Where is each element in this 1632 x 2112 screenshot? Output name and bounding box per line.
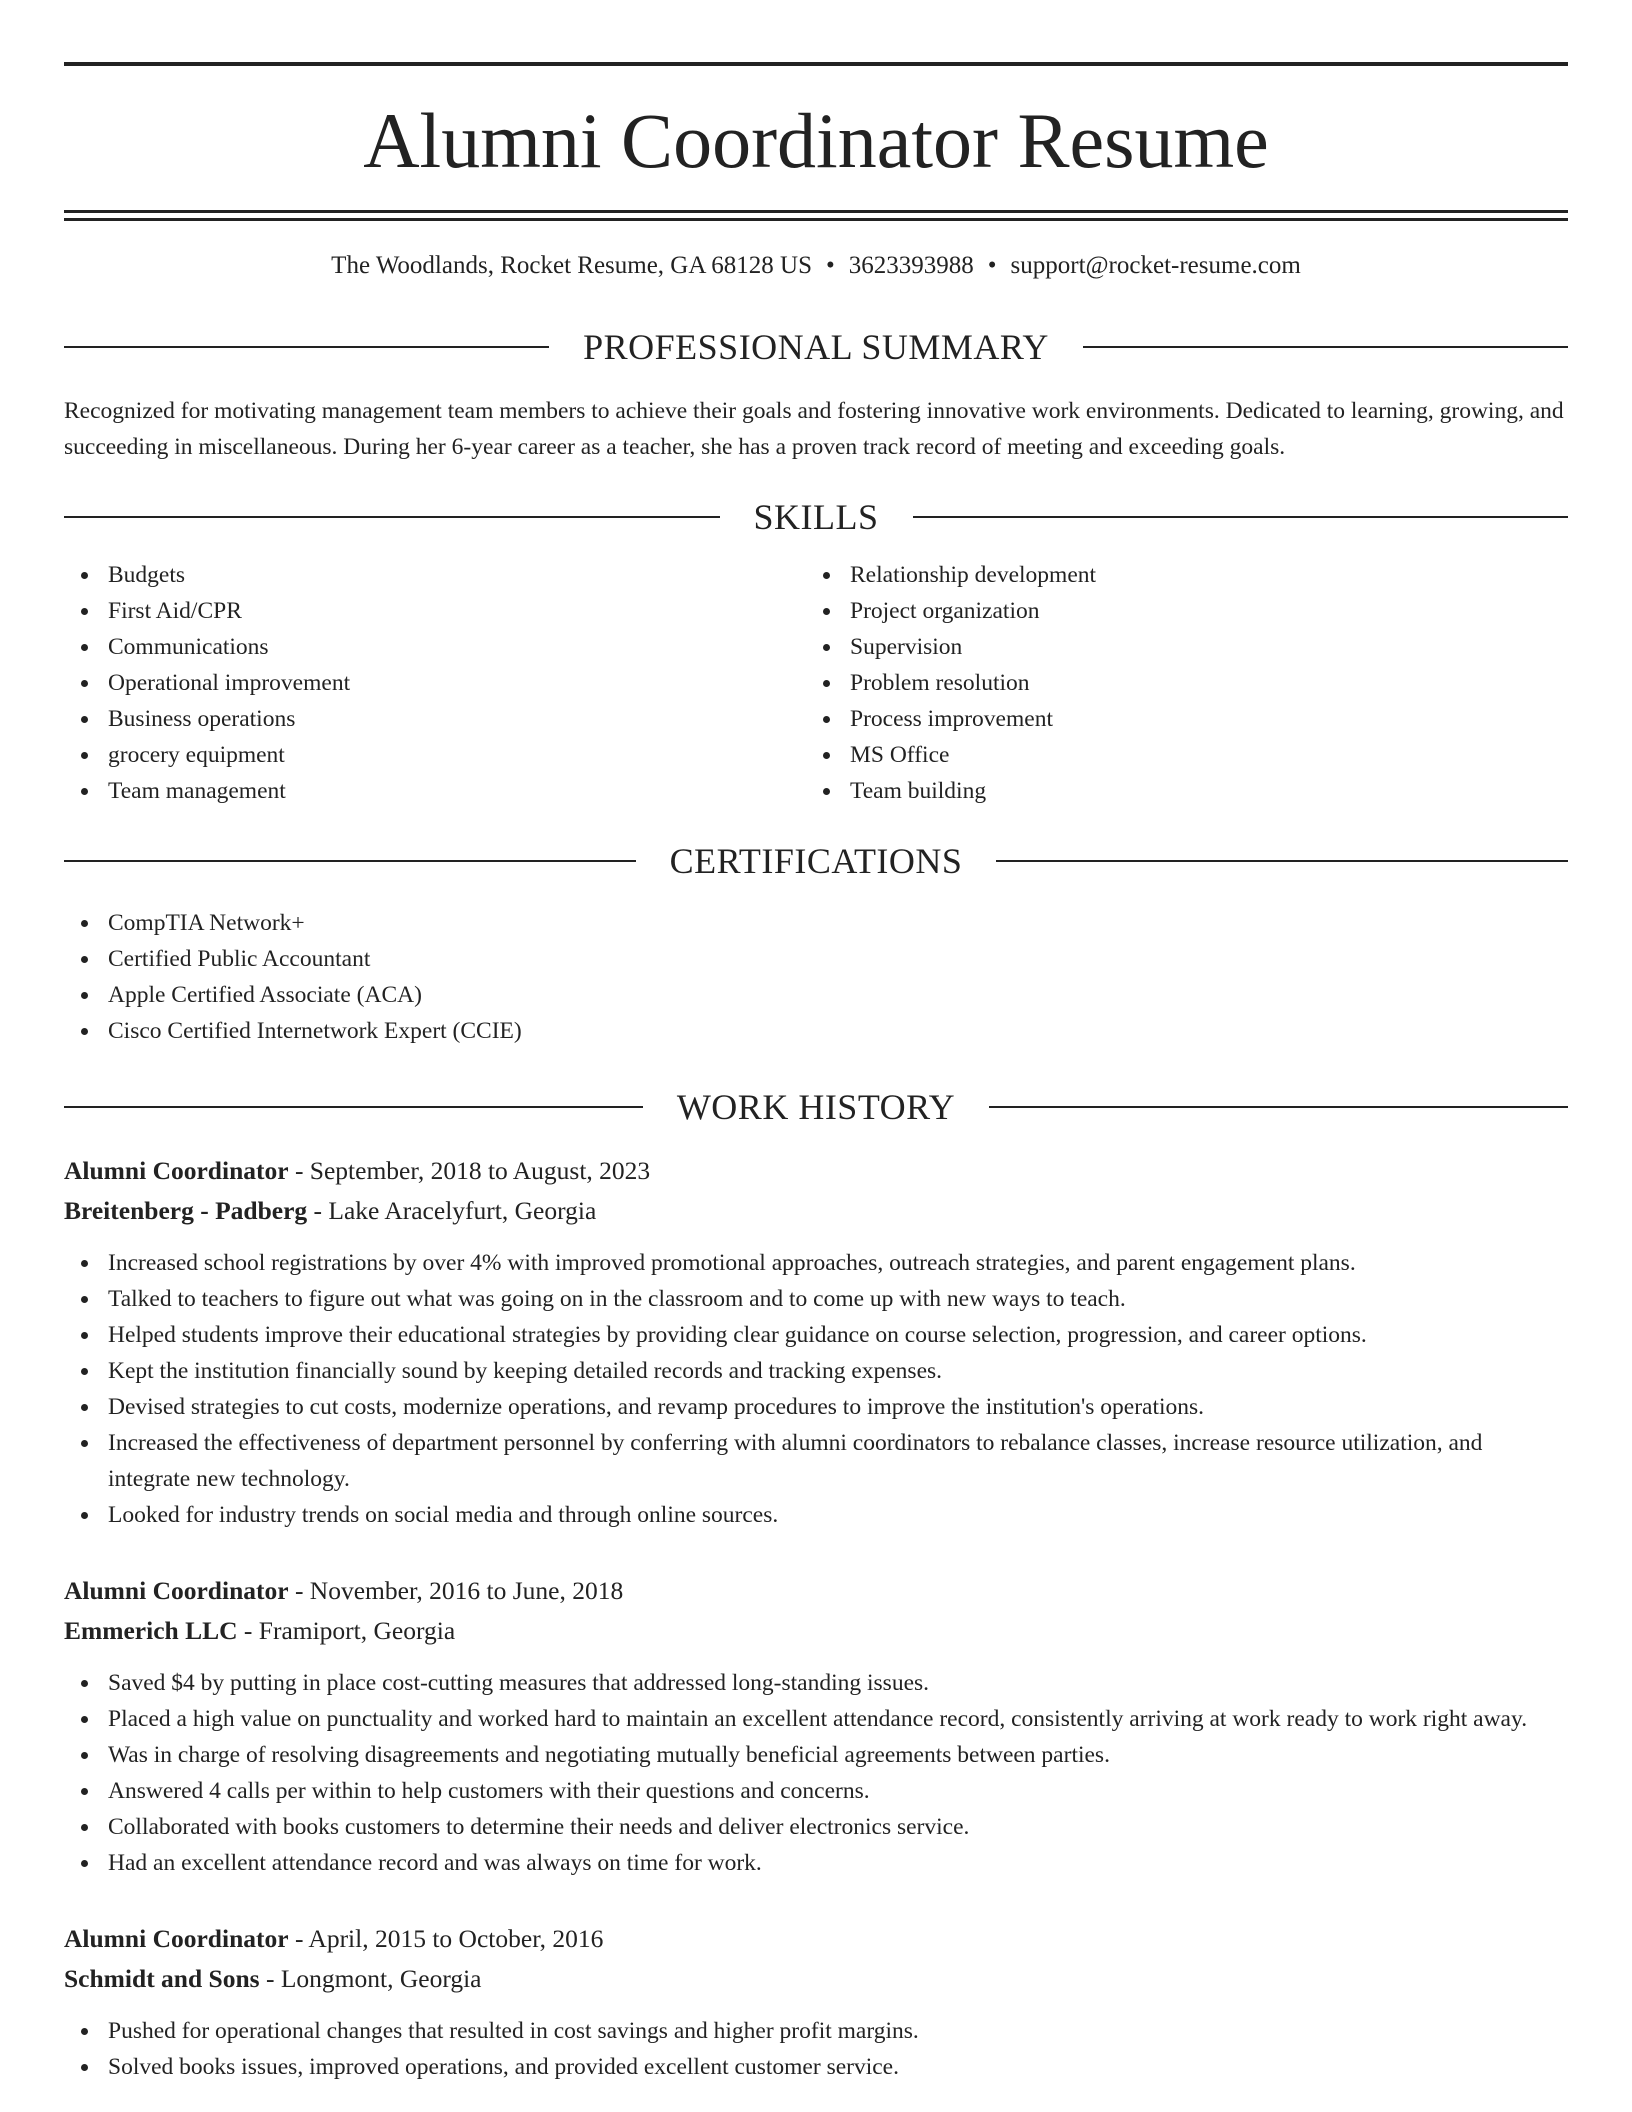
summary-text: Recognized for motivating management team members to achieve their goals and fostering innovative work environments. Dedicated to learning, growing, and succeeding in miscellaneous. During her 6-year career as a teacher, she has a proven track record of meeting and exceeding goals. <box>64 398 1564 460</box>
resume-page <box>64 62 1568 2085</box>
job-bullet: Pushed for operational changes that resulted in cost savings and higher profit margins. <box>64 2013 1568 2049</box>
contact-line <box>64 251 1568 281</box>
skill-item: Communications <box>64 629 806 665</box>
skill-item: Operational improvement <box>64 665 806 701</box>
certifications-list <box>64 905 1568 1049</box>
section-label: WORK HISTORY <box>676 1087 956 1127</box>
job-dates: - November, 2016 to June, 2018 <box>288 1576 624 1605</box>
heading-rule <box>64 860 636 862</box>
job-bullet: Had an excellent attendance record and was always on time for work. <box>64 1845 1568 1881</box>
job-company: Breitenberg - Padberg <box>64 1196 308 1225</box>
job-entry <box>64 1151 1568 1533</box>
job-title: Alumni Coordinator <box>64 1576 289 1605</box>
section-label: CERTIFICATIONS <box>669 841 963 881</box>
section-label: PROFESSIONAL SUMMARY <box>583 327 1049 367</box>
job-bullets <box>64 2013 1568 2085</box>
contact-separator: • <box>987 252 997 279</box>
job-bullet: Looked for industry trends on social media and through online sources. <box>64 1497 1568 1533</box>
section-heading-summary <box>64 329 1568 365</box>
certification-item: Cisco Certified Internetwork Expert (CCIE) <box>64 1013 1568 1049</box>
heading-rule <box>989 1106 1568 1108</box>
top-rule <box>64 62 1568 66</box>
job-bullet: Kept the institution financially sound by keeping detailed records and tracking expenses. <box>64 1353 1568 1389</box>
skill-item: First Aid/CPR <box>64 593 806 629</box>
job-location: - Longmont, Georgia <box>259 1964 482 1993</box>
skill-item: grocery equipment <box>64 737 806 773</box>
skill-item: Problem resolution <box>806 665 1568 701</box>
skill-item: Supervision <box>806 629 1568 665</box>
resume-title: Alumni Coordinator Resume <box>363 97 1269 184</box>
job-bullet: Placed a high value on punctuality and worked hard to maintain an excellent attendance record, consistently arriving at work ready to work right away. <box>64 1701 1568 1737</box>
skill-item: Team management <box>64 773 806 809</box>
section-label: SKILLS <box>753 497 879 537</box>
job-dates: - September, 2018 to August, 2023 <box>288 1156 651 1185</box>
job-company-line <box>64 1191 1568 1231</box>
work-history-list <box>64 1151 1568 2085</box>
job-title-line <box>64 1151 1568 1191</box>
job-title: Alumni Coordinator <box>64 1924 289 1953</box>
heading-rule <box>64 516 720 518</box>
contact-separator: • <box>826 252 835 279</box>
certification-item: Apple Certified Associate (ACA) <box>64 977 1568 1013</box>
job-bullet: Was in charge of resolving disagreements and negotiating mutually beneficial agreements between parties. <box>64 1737 1568 1773</box>
section-heading-work-history <box>64 1089 1568 1125</box>
job-bullet: Answered 4 calls per within to help customers with their questions and concerns. <box>64 1773 1568 1809</box>
heading-rule <box>1083 346 1568 348</box>
job-bullets <box>64 1245 1568 1533</box>
contact-address: The Woodlands, Rocket Resume, GA 68128 US <box>331 252 812 279</box>
job-bullet: Helped students improve their educational strategies by providing clear guidance on course selection, progression, and career options. <box>64 1317 1568 1353</box>
job-bullet: Increased school registrations by over 4% with improved promotional approaches, outreach strategies, and parent engagement plans. <box>64 1245 1568 1281</box>
section-heading-skills <box>64 499 1568 535</box>
job-company: Schmidt and Sons <box>64 1964 260 1993</box>
skill-item: MS Office <box>806 737 1568 773</box>
heading-rule <box>64 346 549 348</box>
skills-list-left <box>64 557 806 809</box>
heading-rule <box>996 860 1568 862</box>
job-title-line <box>64 1919 1568 1959</box>
job-location: - Lake Aracelyfurt, Georgia <box>307 1196 597 1225</box>
skill-item: Relationship development <box>806 557 1568 593</box>
skill-item: Budgets <box>64 557 806 593</box>
job-bullet: Devised strategies to cut costs, modernize operations, and revamp procedures to improve the institution's operations. <box>64 1389 1568 1425</box>
job-bullets <box>64 1665 1568 1881</box>
job-title: Alumni Coordinator <box>64 1156 289 1185</box>
skills-list-right <box>806 557 1568 809</box>
job-entry <box>64 1571 1568 1881</box>
job-dates: - April, 2015 to October, 2016 <box>288 1924 604 1953</box>
job-bullet: Increased the effectiveness of department personnel by conferring with alumni coordinators to rebalance classes, increase resource utilization, and integrate new technology. <box>64 1425 1568 1497</box>
job-company: Emmerich LLC <box>64 1616 238 1645</box>
heading-rule <box>64 1106 643 1108</box>
skills-grid <box>64 557 1568 809</box>
skill-item: Team building <box>806 773 1568 809</box>
double-rule <box>64 210 1568 221</box>
skill-item: Process improvement <box>806 701 1568 737</box>
job-bullet: Talked to teachers to figure out what was going on in the classroom and to come up with new ways to teach. <box>64 1281 1568 1317</box>
contact-email: support@rocket-resume.com <box>1010 252 1301 279</box>
certification-item: CompTIA Network+ <box>64 905 1568 941</box>
job-bullet: Collaborated with books customers to determine their needs and deliver electronics service. <box>64 1809 1568 1845</box>
job-company-line <box>64 1959 1568 1999</box>
job-bullet: Saved $4 by putting in place cost-cutting measures that addressed long-standing issues. <box>64 1665 1568 1701</box>
job-title-line <box>64 1571 1568 1611</box>
certification-item: Certified Public Accountant <box>64 941 1568 977</box>
contact-phone: 3623393988 <box>848 252 974 279</box>
job-bullet: Solved books issues, improved operations, and provided excellent customer service. <box>64 2049 1568 2085</box>
job-location: - Framiport, Georgia <box>237 1616 456 1645</box>
section-heading-certifications <box>64 843 1568 879</box>
heading-rule <box>913 516 1569 518</box>
job-company-line <box>64 1611 1568 1651</box>
skill-item: Business operations <box>64 701 806 737</box>
skill-item: Project organization <box>806 593 1568 629</box>
job-entry <box>64 1919 1568 2085</box>
